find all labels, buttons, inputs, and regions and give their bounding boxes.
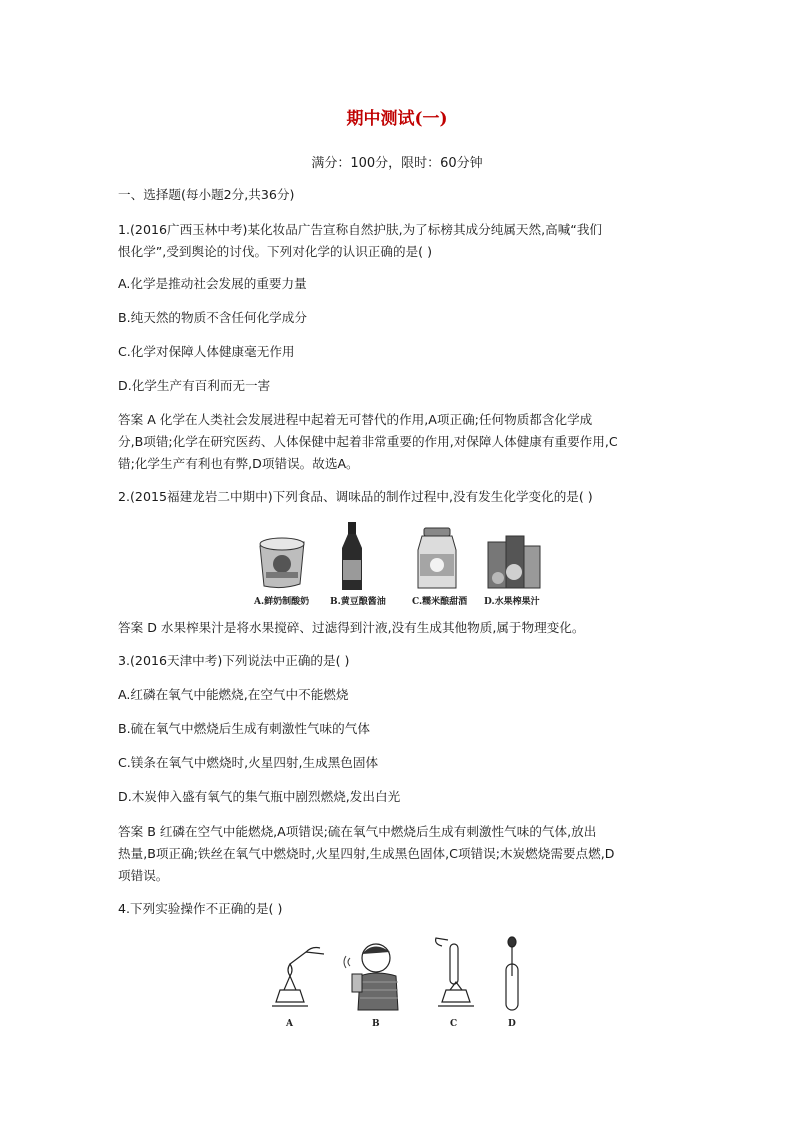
juice-carton-image xyxy=(488,536,540,588)
q2-label-a: A.鲜奶制酸奶 xyxy=(254,597,310,607)
dropper-test-tube-image xyxy=(506,937,518,1010)
q1-answer-line2: 分,B项错;化学在研究医药、人体保健中起着非常重要的作用,对保障人体健康有重要作用,C xyxy=(118,434,618,449)
q2-label-b: B.黄豆酿酱油 xyxy=(330,597,386,607)
q1-option-d: D.化学生产有百利而无一害 xyxy=(118,378,271,393)
q1-answer-line3: 错;化学生产有利也有弊,D项错误。故选A。 xyxy=(118,456,359,471)
q1-answer-line1: 答案 A 化学在人类社会发展进程中起着无可替代的作用,A项正确;任何物质都含化学成 xyxy=(118,412,593,427)
soy-sauce-bottle-image xyxy=(342,522,362,590)
section-heading: 一、选择题(每小题2分,共36分) xyxy=(118,187,295,202)
q1-option-b: B.纯天然的物质不含任何化学成分 xyxy=(118,310,307,325)
q3-option-d: D.木炭伸入盛有氧气的集气瓶中剧烈燃烧,发出白光 xyxy=(118,789,401,804)
q3-option-c: C.镁条在氧气中燃烧时,火星四射,生成黑色固体 xyxy=(118,755,379,770)
q3-answer-line3: 项错误。 xyxy=(118,868,169,883)
q3-option-b: B.硫在氧气中燃烧后生成有刺激性气味的气体 xyxy=(118,721,370,736)
q1-option-c: C.化学对保障人体健康毫无作用 xyxy=(118,344,295,359)
q3-answer-line2: 热量,B项正确;铁丝在氧气中燃烧时,火星四射,生成黑色固体,C项错误;木炭燃烧需要点燃,D xyxy=(118,846,615,861)
q2-stem: 2.(2015福建龙岩二中期中)下列食品、调味品的制作过程中,没有发生化学变化的是( ) xyxy=(118,489,593,504)
q1-stem-line2: 恨化学”,受到舆论的讨伐。下列对化学的认识正确的是( ) xyxy=(118,244,433,259)
q3-stem: 3.(2016天津中考)下列说法中正确的是( ) xyxy=(118,653,350,668)
q4-label-a: A xyxy=(286,1019,293,1029)
q4-label-c: C xyxy=(450,1019,458,1029)
rice-wine-jar-image xyxy=(418,528,456,588)
q3-answer-line1: 答案 B 红磷在空气中能燃烧,A项错误;硫在氧气中燃烧后生成有刺激性气味的气体,放出 xyxy=(118,824,597,839)
boy-smelling-bottle-image xyxy=(344,944,398,1010)
q4-stem: 4.下列实验操作不正确的是( ) xyxy=(118,901,283,916)
test-tube-heating-image xyxy=(436,938,474,1006)
q3-option-a: A.红磷在氧气中能燃烧,在空气中不能燃烧 xyxy=(118,687,349,702)
q2-label-d: D.水果榨果汁 xyxy=(484,597,540,607)
q4-label-b: B xyxy=(372,1019,380,1029)
q4-label-d: D xyxy=(508,1019,516,1029)
q1-stem-line1: 1.(2016广西玉林中考)某化妆品广告宣称自然护肤,为了标榜其成分纯属天然,高喊“我们 xyxy=(118,222,603,237)
q2-answer: 答案 D 水果榨果汁是将水果搅碎、过滤得到汁液,没有生成其他物质,属于物理变化。 xyxy=(118,620,585,635)
yogurt-cup-image xyxy=(260,538,304,588)
q2-figure xyxy=(252,518,548,610)
q2-label-c: C.糯米酿甜酒 xyxy=(412,597,468,607)
q1-option-a: A.化学是推动社会发展的重要力量 xyxy=(118,276,307,291)
page-title: 期中测试(一) xyxy=(346,109,448,129)
alcohol-lamp-lighting-image xyxy=(272,948,324,1007)
exam-info: 满分：100分，限时：60分钟 xyxy=(311,156,483,171)
q4-figure xyxy=(266,936,536,1030)
